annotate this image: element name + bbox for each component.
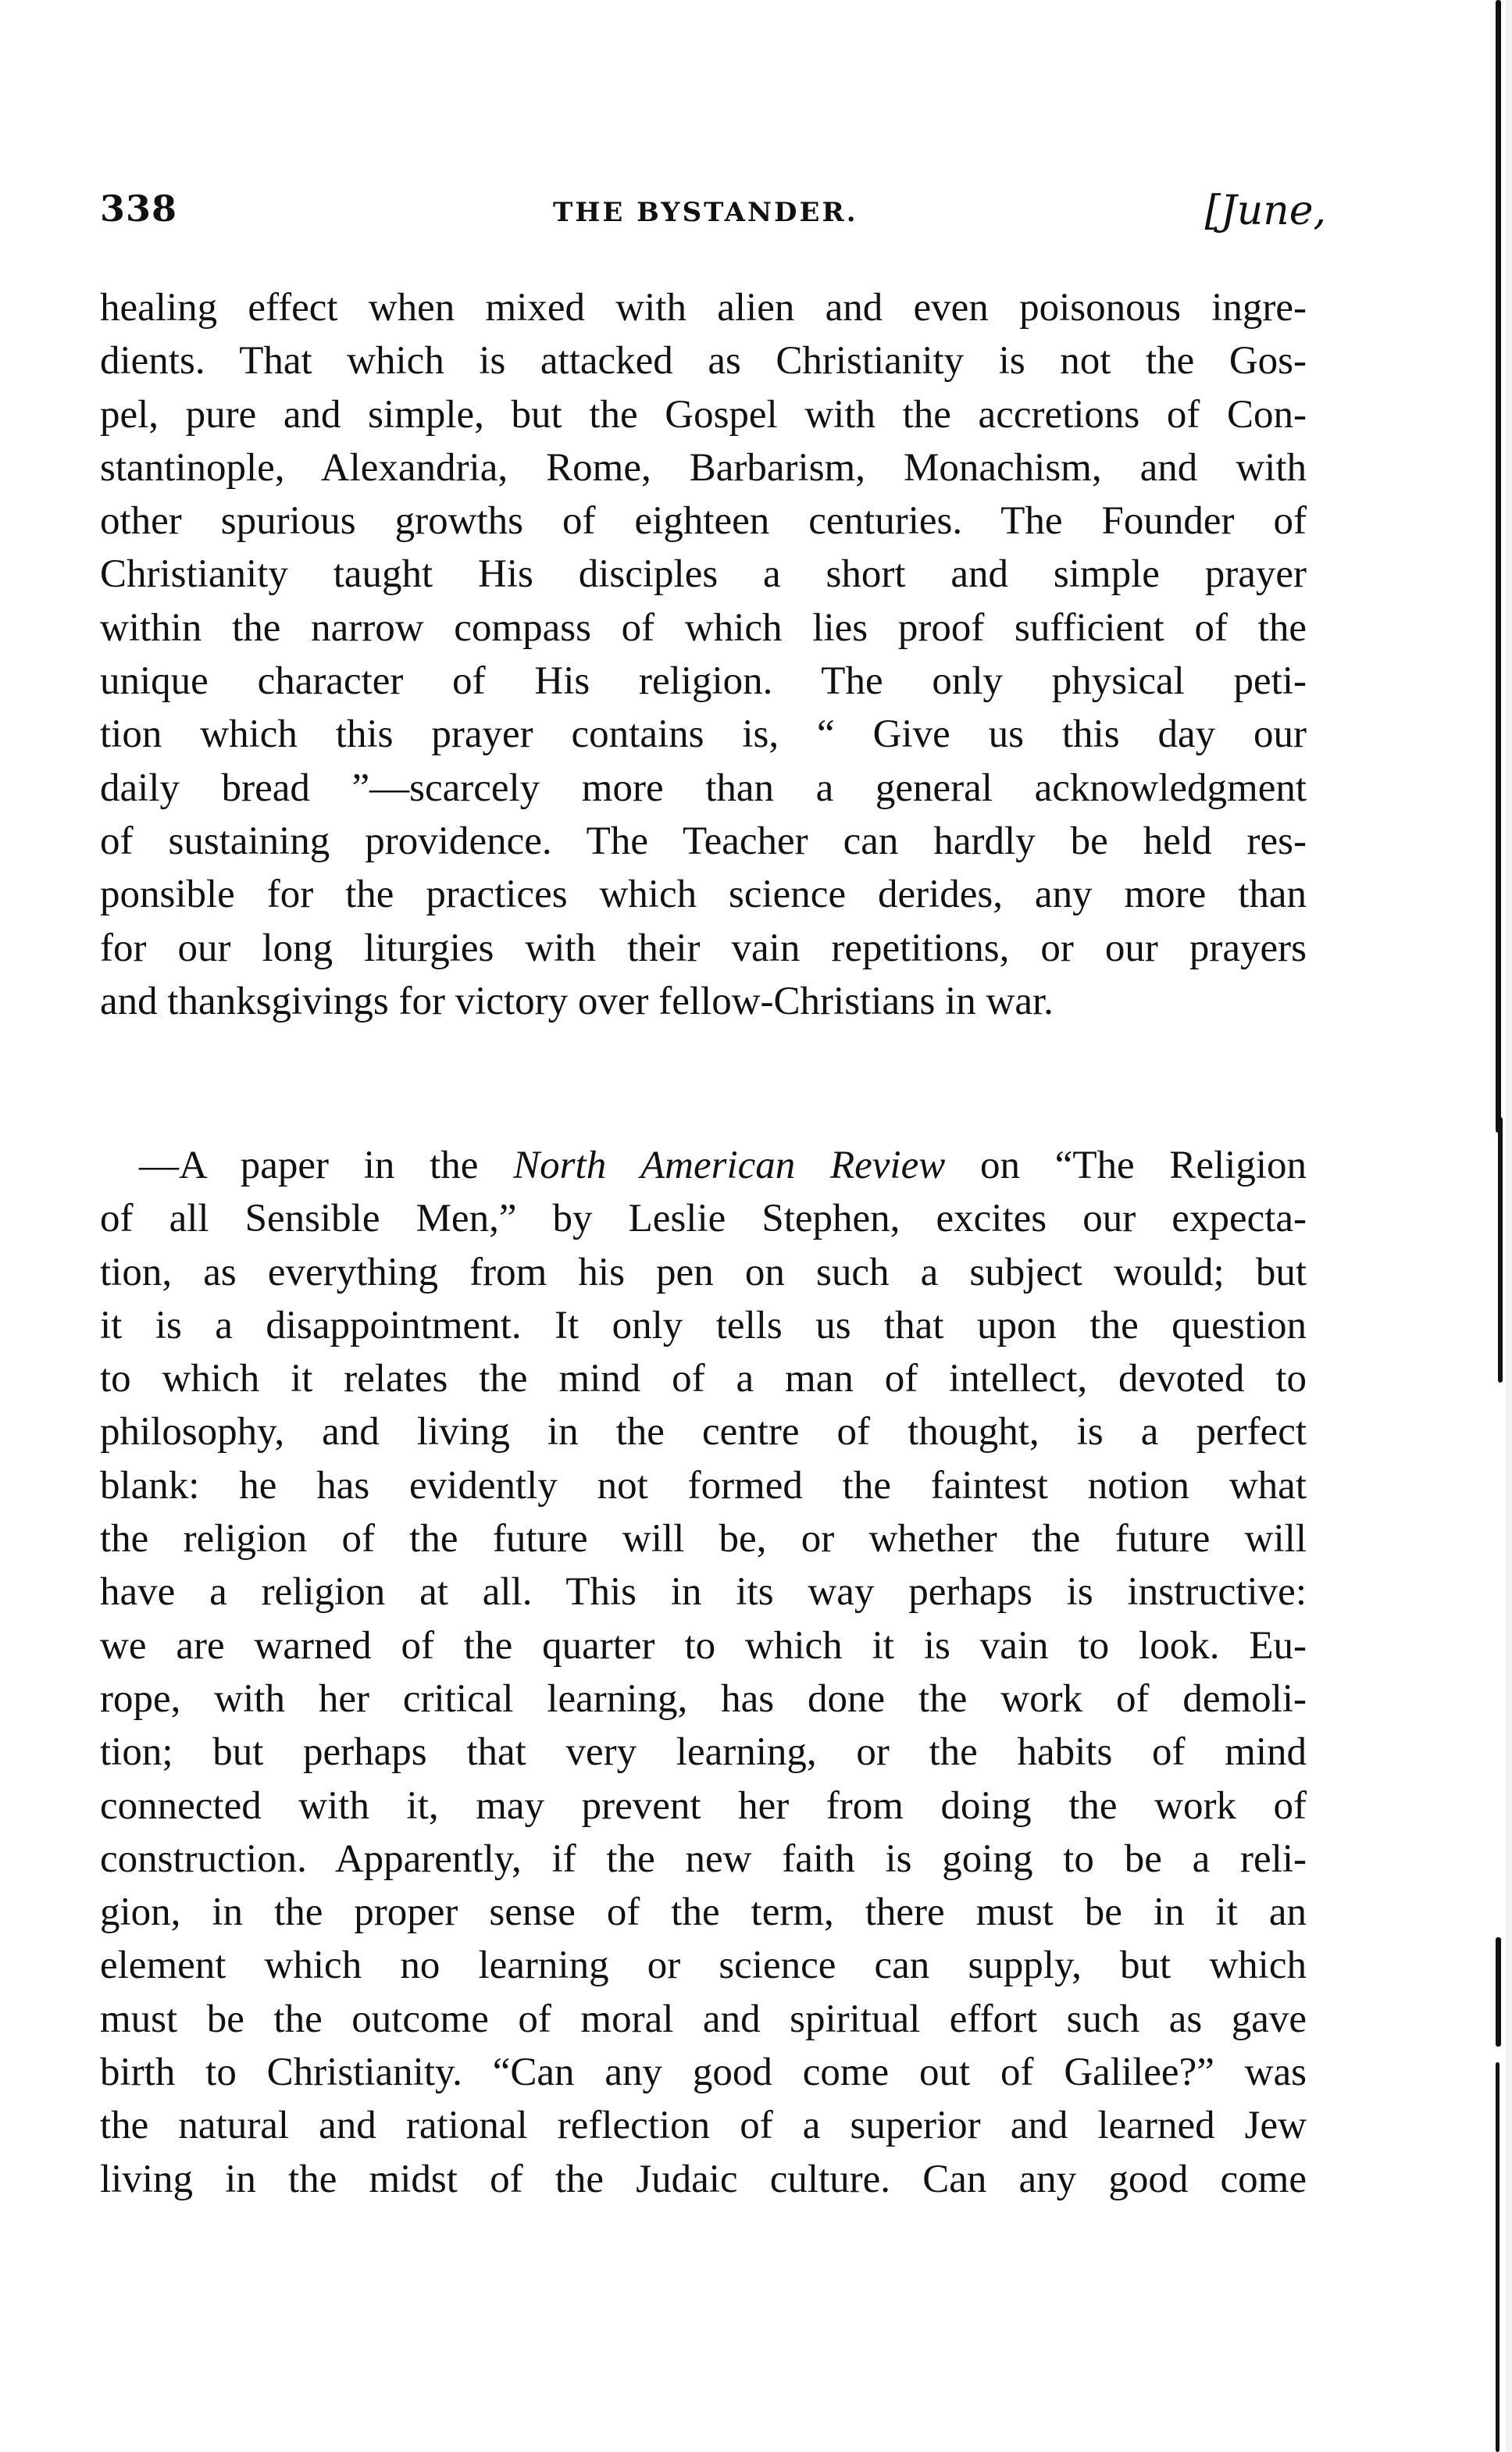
- text-line: it is a disappointment. It only tells us that upon the question: [100, 1303, 1307, 1347]
- text-line: to which it relates the mind of a man of intellect, devoted to: [100, 1357, 1307, 1401]
- issue-month: [June,: [1204, 187, 1326, 234]
- text-line: for our long liturgies with their vain repetitions, or our prayers: [100, 926, 1307, 970]
- journal-title: North American Review: [513, 1144, 946, 1187]
- text-line: pel, pure and simple, but the Gospel with the accretions of Con-: [100, 392, 1307, 437]
- text-line: must be the outcome of moral and spiritual effort such as gave: [100, 1997, 1307, 2041]
- text-line: tion; but perhaps that very learning, or the habits of mind: [100, 1730, 1307, 1775]
- text-line: stantinople, Alexandria, Rome, Barbarism, Monachism, and with: [100, 445, 1307, 490]
- text-line: have a religion at all. This in its way perhaps is instructive:: [100, 1570, 1307, 1615]
- text-line: element which no learning or science can supply, but which: [100, 1943, 1307, 1988]
- text-line: the religion of the future will be, or whether the future will: [100, 1517, 1307, 1561]
- text-line: dients. That which is attacked as Christianity is not the Gos-: [100, 339, 1307, 384]
- text-line: tion which this prayer contains is, “ Give us this day our: [100, 712, 1307, 757]
- text-line: of sustaining providence. The Teacher can hardly be held res-: [100, 819, 1307, 863]
- page-edge-mark: [1498, 1117, 1503, 1383]
- text-line: connected with it, may prevent her from doing the work of: [100, 1783, 1307, 1828]
- paragraph-continued: [100, 281, 1307, 1028]
- text-line: construction. Apparently, if the new faith is going to be a reli-: [100, 1836, 1307, 1881]
- paragraph-new: [100, 1139, 1307, 2206]
- text-line: rope, with her critical learning, has done the work of demoli-: [100, 1676, 1307, 1721]
- text-line: and thanksgivings for victory over fellow-Christians in war.: [100, 979, 1054, 1023]
- text-line: blank: he has evidently not formed the faintest notion what: [100, 1463, 1307, 1508]
- running-title: THE BYSTANDER.: [553, 197, 858, 228]
- page-number: 338: [100, 187, 178, 230]
- text-line: healing effect when mixed with alien and even poisonous ingre-: [100, 286, 1307, 330]
- text-line: gion, in the proper sense of the term, there must be in it an: [100, 1890, 1307, 1935]
- text-line: we are warned of the quarter to which it is vain to look. Eu-: [100, 1623, 1307, 1668]
- text-line: tion, as everything from his pen on such a subject would; but: [100, 1250, 1307, 1294]
- text-line: other spurious growths of eighteen centuries. The Founder of: [100, 499, 1307, 544]
- text-line: of all Sensible Men,” by Leslie Stephen, excites our expecta-: [100, 1197, 1307, 1241]
- page-edge-strip: [1506, 0, 1512, 2452]
- text-line: unique character of His religion. The only physical peti-: [100, 659, 1307, 704]
- text-line: the natural and rational reflection of a superior and learned Jew: [100, 2104, 1307, 2148]
- page-edge-mark: [1496, 1937, 1501, 2047]
- text-line: ponsible for the practices which science derides, any more than: [100, 873, 1307, 917]
- text-line: philosophy, and living in the centre of thought, is a perfect: [100, 1410, 1307, 1454]
- text-line: living in the midst of the Judaic culture. Can any good come: [100, 2157, 1307, 2201]
- text-line: Christianity taught His disciples a short and simple prayer: [100, 552, 1307, 597]
- text-line-first: [100, 1139, 1307, 1192]
- page-edge-mark: [1496, 2062, 1500, 2452]
- page-edge-mark: [1496, 0, 1501, 1133]
- text-line: birth to Christianity. “Can any good come out of Galilee?” was: [100, 2050, 1307, 2095]
- text-run: —A paper in the: [139, 1144, 514, 1187]
- running-header: [100, 187, 1326, 242]
- text-line: within the narrow compass of which lies proof sufficient of the: [100, 605, 1307, 650]
- text-line: daily bread ”—scarcely more than a general acknowledgment: [100, 766, 1307, 810]
- text-run: on “The Religion: [945, 1144, 1307, 1187]
